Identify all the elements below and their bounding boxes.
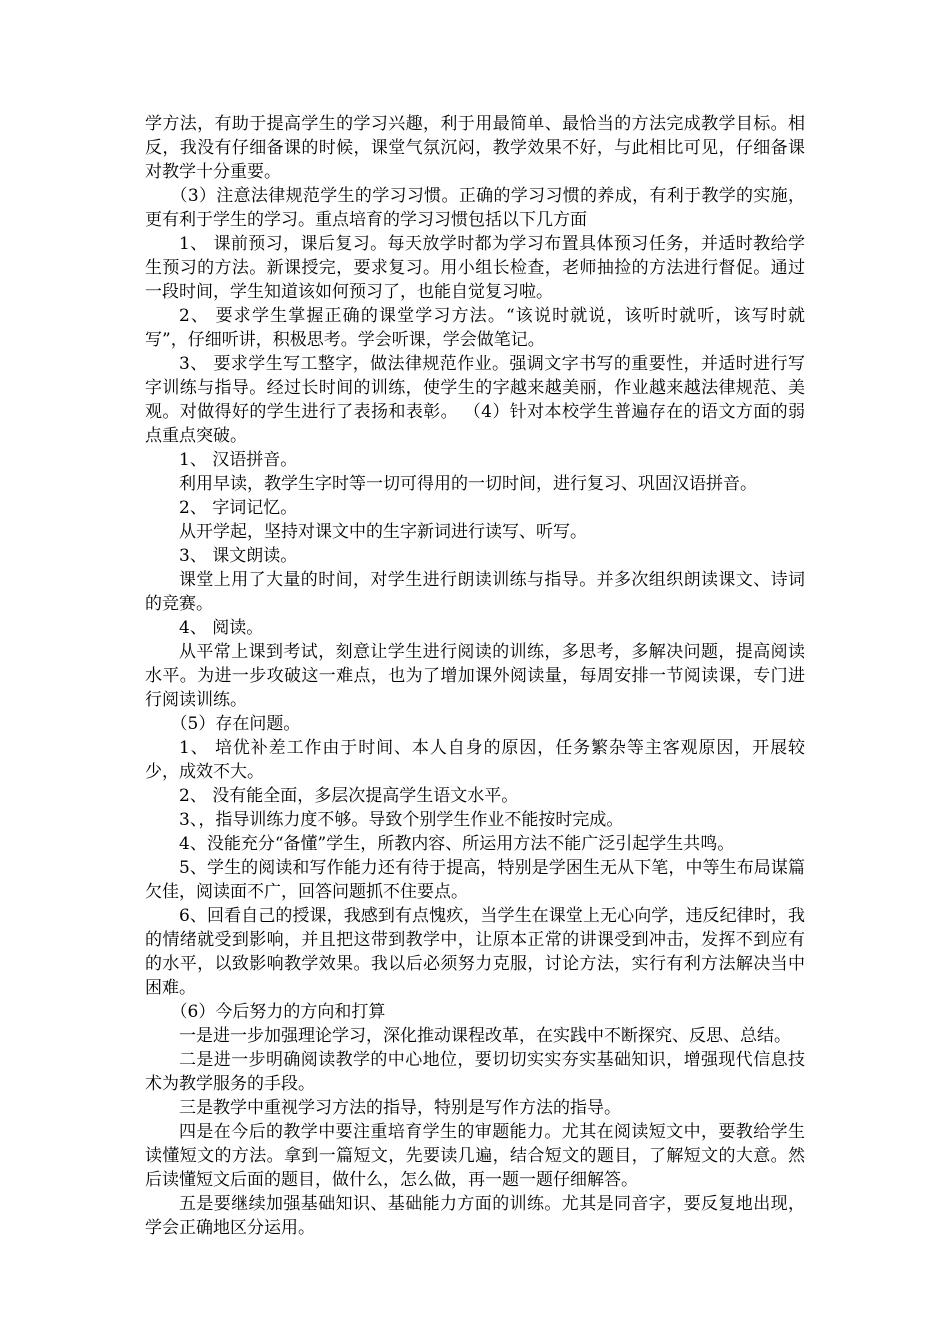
- paragraph-7: 利用早读，教学生字时等一切可得用的一切时间，进行复习、巩固汉语拼音。: [179, 474, 757, 494]
- paragraph-23: 二是进一步明确阅读教学的中心地位，要切切实实夯实基础知识，增强现代信息技术为教学服务的手段。: [145, 1050, 805, 1094]
- paragraph-16: 2、 没有能全面，多层次提高学生语文水平。: [179, 786, 519, 806]
- paragraph-3: 1、 课前预习，课后复习。每天放学时都为学习布置具体预习任务，并适时教给学生预习的方法。新课授完，要求复习。用小组长检查，老师抽捡的方法进行督促。通过一段时间，学生知道该如何预习了，也能自觉复习啦。: [145, 234, 805, 302]
- paragraph-2: （3）注意法律规范学生的学习习惯。正确的学习习惯的养成，有利于教学的实施，更有利于学生的学习。重点培育的学习习惯包括以下几方面: [145, 186, 805, 230]
- paragraph-19: 5、学生的阅读和写作能力还有待于提高，特别是学困生无从下笔，中等生布局谋篇欠佳，阅读面不广，回答问题抓不住要点。: [145, 858, 805, 902]
- paragraph-18: 4、没能充分“备懂”学生，所教内容、所运用方法不能广泛引起学生共鸣。: [179, 834, 735, 854]
- paragraph-6: 1、 汉语拼音。: [179, 450, 298, 470]
- paragraph-5: 3、 要求学生写工整字，做法律规范作业。强调文字书写的重要性，并适时进行写字训练与指导。经过长时间的训练，使学生的字越来越美丽，作业越来越法律规范、美观。对做得好的学生进行了表扬和表彰。 （4）针对本校学生普遍存在的语文方面的弱点重点突破。: [145, 354, 805, 446]
- paragraph-24: 三是教学中重视学习方法的指导，特别是写作方法的指导。: [179, 1098, 621, 1118]
- paragraph-11: 课堂上用了大量的时间，对学生进行朗读训练与指导。并多次组织朗读课文、诗词的竞赛。: [145, 570, 805, 614]
- paragraph-9: 从开学起，坚持对课文中的生字新词进行读写、听写。: [179, 522, 587, 542]
- paragraph-22: 一是进一步加强理论学习，深化推动课程改革，在实践中不断探究、反思、总结。: [179, 1026, 791, 1046]
- paragraph-15: 1、 培优补差工作由于时间、本人自身的原因，任务繁杂等主客观原因，开展较少，成效不大。: [145, 738, 805, 782]
- paragraph-13: 从平常上课到考试，刻意让学生进行阅读的训练，多思考，多解决问题，提高阅读水平。为进一步攻破这一难点，也为了增加课外阅读量，每周安排一节阅读课，专门进行阅读训练。: [145, 642, 805, 710]
- paragraph-12: 4、 阅读。: [179, 618, 264, 638]
- paragraph-21: （6）今后努力的方向和打算: [170, 1002, 386, 1022]
- paragraph-17: 3、，指导训练力度不够。导致个别学生作业不能按时完成。: [179, 810, 624, 830]
- paragraph-20: 6、回看自己的授课，我感到有点愧疚，当学生在课堂上无心向学，违反纪律时，我的情绪就受到影响，并且把这带到教学中，让原本正常的讲课受到冲击，发挥不到应有的水平，以致影响教学效果。我以后必须努力克服，讨论方法，实行有利方法解决当中困难。: [145, 906, 805, 998]
- paragraph-14: （5）存在问题。: [170, 714, 301, 734]
- paragraph-26: 五是要继续加强基础知识、基础能力方面的训练。尤其是同音字，要反复地出现，学会正确地区分运用。: [145, 1194, 805, 1238]
- paragraph-10: 3、 课文朗读。: [179, 546, 298, 566]
- paragraph-1: 学方法，有助于提高学生的学习兴趣，利于用最简单、最恰当的方法完成教学目标。相反，我没有仔细备课的时候，课堂气氛沉闷，教学效果不好，与此相比可见，仔细备课对教学十分重要。: [145, 114, 805, 182]
- paragraph-4: 2、 要求学生掌握正确的课堂学习方法。“该说时就说，该听时就听，该写时就写”，仔细听讲，积极思考。学会听课，学会做笔记。: [145, 306, 805, 350]
- paragraph-8: 2、 字词记忆。: [179, 498, 298, 518]
- document-page: [145, 112, 805, 1240]
- paragraph-25: 四是在今后的教学中要注重培育学生的审题能力。尤其在阅读短文中，要教给学生读懂短文的方法。拿到一篇短文，先要读几遍，结合短文的题目，了解短文的大意。然后读懂短文后面的题目，做什么，怎么做，再一题一题仔细解答。: [145, 1122, 805, 1190]
